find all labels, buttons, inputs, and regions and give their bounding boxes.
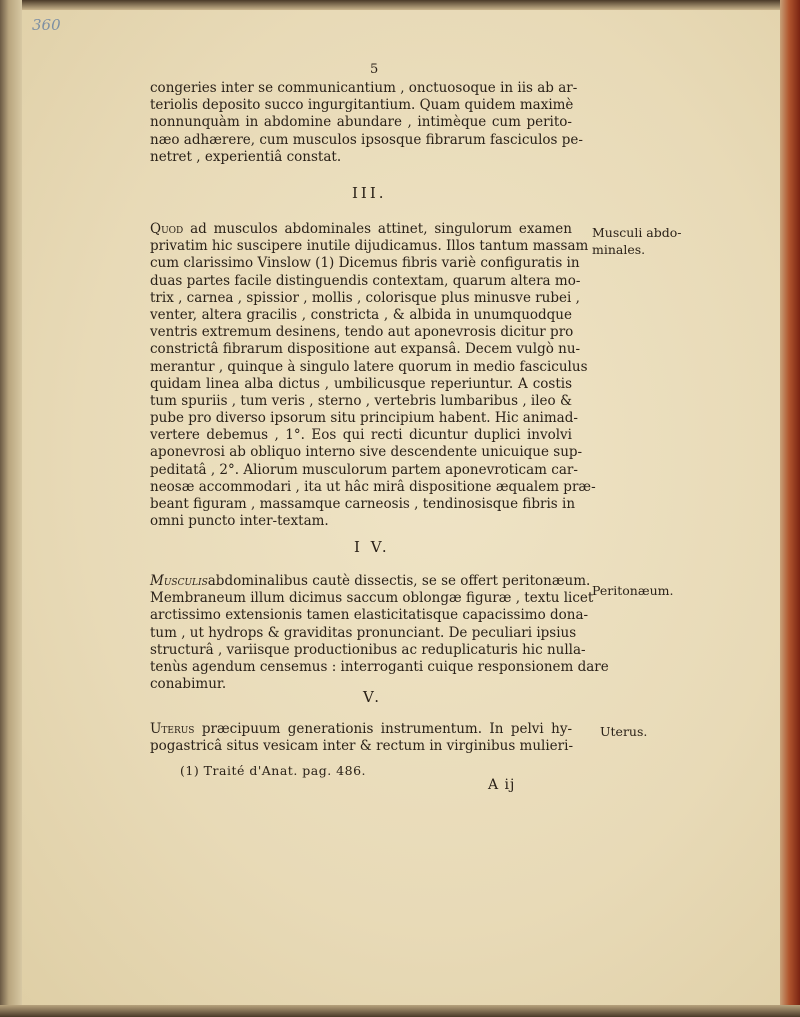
text-line: netret , experientiâ constat. bbox=[150, 148, 342, 165]
text-line: omni puncto inter-textam. bbox=[150, 513, 329, 530]
margin-note-musculi bbox=[592, 224, 682, 258]
text-line: neosæ accommodari , ita ut hâc mirâ dispositione æqualem præ- bbox=[150, 478, 596, 495]
line-rest: ad musculos abdominales attinet, singulorum examen bbox=[190, 221, 572, 237]
text-line: tenùs agendum censemus : interroganti cuique responsionem dare bbox=[150, 658, 609, 675]
text-line: constrictâ fibrarum dispositione aut expansâ. Decem vulgò nu- bbox=[150, 341, 581, 358]
text-line bbox=[150, 221, 572, 238]
text-line: næo adhærere, cum musculos ipsosque fibrarum fasciculos pe- bbox=[150, 131, 583, 148]
margin-note-line: minales. bbox=[592, 242, 646, 257]
text-line: venter, altera gracilis , constricta , & albida in unumquodque bbox=[150, 306, 572, 323]
text-line bbox=[150, 573, 591, 590]
text-line bbox=[150, 721, 572, 738]
text-line: tum spuriis , tum veris , sterno , vertebris lumbaribus , ileo & bbox=[150, 392, 572, 409]
section-heading-v: V. bbox=[363, 688, 382, 706]
text-line: trix , carnea , spissior , mollis , colorisque plus minusve rubei , bbox=[150, 289, 580, 306]
text-line: pube pro diverso ipsorum situ principium habent. Hic animad- bbox=[150, 410, 578, 427]
text-line: tum , ut hydrops & graviditas pronunciant. De peculiari ipsius bbox=[150, 624, 577, 641]
text-line: conabimur. bbox=[150, 676, 227, 693]
text-line: cum clarissimo Vinslow (1) Dicemus fibris variè configuratis in bbox=[150, 255, 580, 272]
section-lead-word: Quod bbox=[150, 221, 184, 237]
text-line: beant figuram , massamque carneosis , tendinosisque fibris in bbox=[150, 496, 576, 512]
text-line: congeries inter se communicantium , onctuosoque in iis ab ar- bbox=[150, 80, 578, 96]
section-iv-text bbox=[150, 573, 609, 693]
section-heading-iv: I V. bbox=[354, 538, 390, 556]
text-line: duas partes facile distinguendis contextam, quarum altera mo- bbox=[150, 272, 581, 289]
text-line: vertere debemus , 1°. Eos qui recti dicuntur duplici involvi bbox=[150, 427, 572, 444]
section-iii-text bbox=[150, 221, 596, 530]
text-line: peditatâ , 2°. Aliorum musculorum partem aponevroticam car- bbox=[150, 461, 578, 478]
text-line: aponevrosi ab obliquo interno sive descendente unicuique sup- bbox=[150, 444, 583, 461]
section-lead-word: Musculis bbox=[150, 573, 208, 589]
handwritten-page-number: 360 bbox=[32, 16, 61, 34]
text-line: teriolis deposito succo ingurgitantium. Quam quidem maximè bbox=[150, 97, 574, 114]
margin-note-uterus: Uterus. bbox=[600, 724, 648, 739]
margin-note-peritonaeum: Peritonæum. bbox=[592, 583, 674, 598]
page-right-edge bbox=[780, 0, 800, 1017]
margin-note-line: Musculi abdo- bbox=[592, 225, 682, 240]
paragraph-top bbox=[150, 80, 583, 166]
section-v-text bbox=[150, 721, 572, 755]
line-rest: præcipuum generationis instrumentum. In pelvi hy- bbox=[201, 721, 573, 737]
section-heading-iii: III. bbox=[352, 184, 387, 202]
line-rest: abdominalibus cautè dissectis, se se offert peritonæum. bbox=[207, 573, 591, 589]
text-line: ventris extremum desinens, tendo aut aponevrosis dicitur pro bbox=[150, 324, 574, 341]
text-line: merantur , quinque à singulo latere quorum in medio fasciculus bbox=[150, 358, 588, 375]
text-line: Membraneum illum dicimus saccum oblongæ figuræ , textu licet bbox=[150, 590, 594, 607]
text-line: nonnunquàm in abdomine abundare , intimèque cum perito- bbox=[150, 114, 572, 131]
footnote: (1) Traité d'Anat. pag. 486. bbox=[180, 763, 367, 778]
page-bottom-edge bbox=[0, 1005, 800, 1017]
text-line: quidam linea alba dictus , umbilicusque reperiuntur. A costis bbox=[150, 375, 572, 392]
page-gutter bbox=[0, 0, 22, 1017]
signature-mark-top: 5 bbox=[370, 62, 379, 77]
section-lead-word: Uterus bbox=[150, 721, 195, 737]
text-line: arctissimo extensionis tamen elasticitatisque capacissimo dona- bbox=[150, 607, 589, 624]
text-line: privatim hic suscipere inutile dijudicamus. Illos tantum massam bbox=[150, 238, 589, 255]
text-line: structurâ , variisque productionibus ac reduplicaturis hic nulla- bbox=[150, 641, 586, 658]
text-line: pogastricâ situs vesicam inter & rectum in virginibus mulieri- bbox=[150, 738, 574, 755]
signature-mark-bottom: A ij bbox=[488, 777, 516, 793]
page-top-edge bbox=[0, 0, 800, 10]
